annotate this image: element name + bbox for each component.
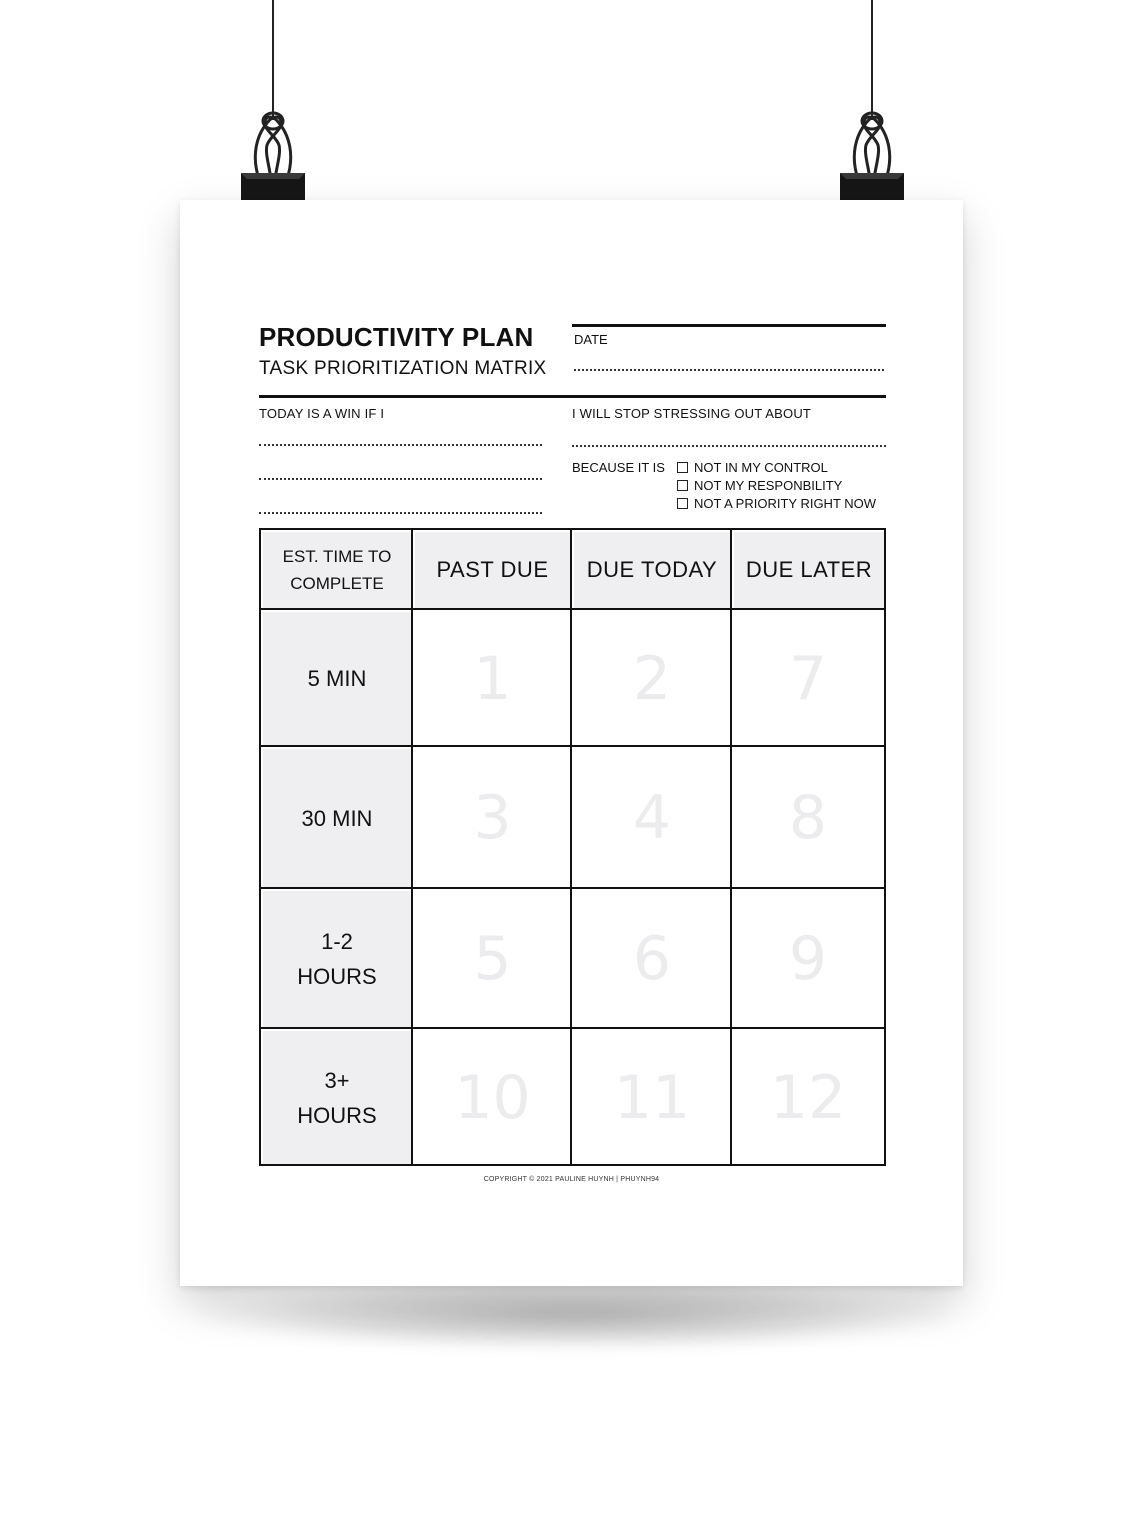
stress-label: I WILL STOP STRESSING OUT ABOUT	[572, 406, 812, 421]
header-divider	[259, 395, 886, 398]
row-header-3-plus-hours	[263, 1031, 411, 1164]
row-label-line: HOURS	[297, 1102, 377, 1128]
row-label-line: 3+	[324, 1067, 350, 1093]
corner-label-line-1: EST. TIME TO	[282, 547, 392, 566]
win-line-2	[259, 478, 542, 480]
cell-number: 2	[632, 643, 672, 714]
corner-label-line-2: COMPLETE	[290, 574, 384, 593]
cell-number: 11	[613, 1062, 691, 1133]
cell-number: 3	[473, 783, 512, 853]
stress-line	[572, 445, 886, 447]
option-not-a-priority[interactable]	[677, 496, 876, 511]
cell-number: 5	[473, 924, 512, 994]
checkbox-icon[interactable]	[677, 480, 688, 491]
grid-vertical-line	[570, 530, 572, 1164]
corner-header	[263, 532, 411, 608]
cell-number: 1	[473, 643, 512, 714]
row-header-30-min	[263, 749, 411, 887]
option-label: NOT MY RESPONBILITY	[694, 478, 843, 493]
cell-number: 9	[788, 924, 828, 994]
checkbox-icon[interactable]	[677, 498, 688, 509]
column-header-due-today: DUE TODAY	[574, 532, 730, 608]
cell-number: 7	[788, 643, 828, 714]
date-label: DATE	[574, 332, 608, 347]
column-header-due-later: DUE LATER	[734, 532, 884, 608]
column-header-past-due: PAST DUE	[415, 532, 570, 608]
row-label-line: 1-2	[321, 929, 353, 954]
date-top-rule	[572, 324, 886, 327]
copyright-footer: COPYRIGHT © 2021 PAULINE HUYNH | PHUYNH94	[483, 1176, 660, 1183]
cell-number: 8	[788, 783, 828, 853]
option-label: NOT A PRIORITY RIGHT NOW	[694, 496, 877, 511]
date-writing-line	[574, 369, 884, 371]
row-label-line: HOURS	[297, 964, 377, 989]
option-not-my-responsibility[interactable]	[677, 478, 842, 493]
cell-number: 4	[632, 783, 672, 853]
win-label: TODAY IS A WIN IF I	[259, 406, 385, 421]
printable-sheet	[180, 200, 963, 1286]
option-not-in-control[interactable]	[677, 460, 828, 475]
because-label: BECAUSE IT IS	[572, 460, 665, 475]
row-header-5-min	[263, 612, 411, 745]
paper-shadow	[196, 1280, 956, 1350]
row-label-line: 30 MIN	[301, 805, 373, 831]
grid-vertical-line	[730, 530, 732, 1164]
page-subtitle: TASK PRIORITIZATION MATRIX	[259, 358, 547, 379]
cell-number: 12	[769, 1062, 847, 1133]
grid-horizontal-line	[261, 1027, 884, 1029]
grid-horizontal-line	[261, 745, 884, 747]
grid-horizontal-line	[261, 887, 884, 889]
row-header-1-2-hours	[263, 891, 411, 1027]
option-label: NOT IN MY CONTROL	[694, 460, 828, 475]
grid-vertical-line	[411, 530, 413, 1164]
page-title: PRODUCTIVITY PLAN	[259, 322, 534, 352]
prioritization-matrix	[259, 528, 886, 1166]
cell-number: 6	[632, 924, 672, 994]
win-line-1	[259, 444, 542, 446]
grid-horizontal-line	[261, 608, 884, 610]
checkbox-icon[interactable]	[677, 462, 688, 473]
row-label-line: 5 MIN	[307, 666, 367, 691]
cell-number: 10	[454, 1062, 531, 1133]
win-line-3	[259, 512, 542, 514]
